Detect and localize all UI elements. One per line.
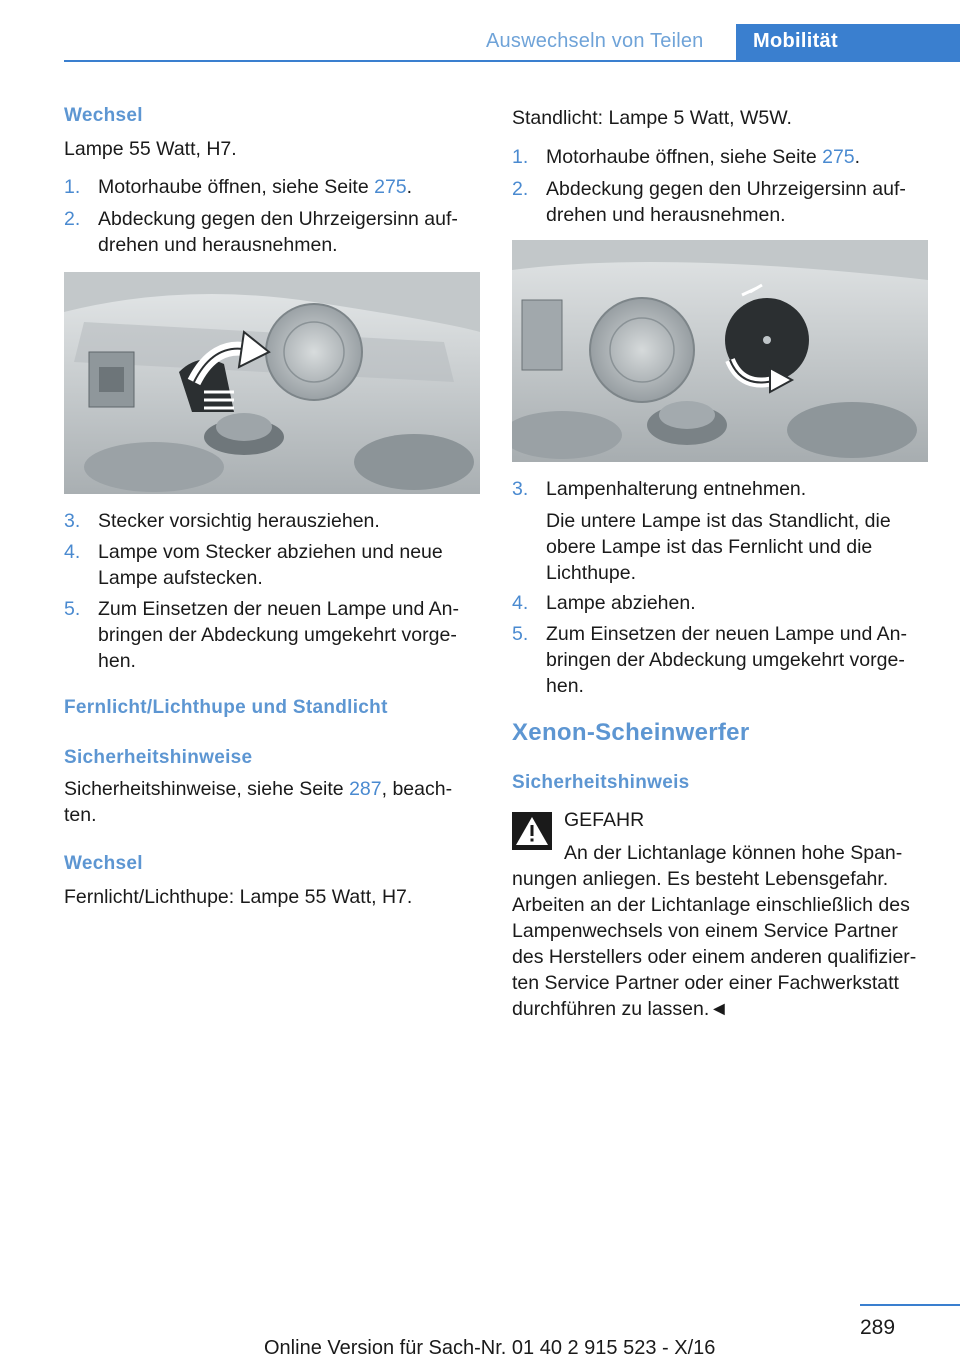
chapter-tab-label: Mobilität <box>753 30 838 52</box>
footer-version-text: Online Version für Sach-Nr. 01 40 2 915 523 - X/16 <box>264 1337 716 1359</box>
list-text: Lampe abziehen. <box>546 592 696 614</box>
list-number: 3. <box>512 478 529 500</box>
warning-title: GEFAHR <box>564 809 645 831</box>
list-text: Lampenhalterung entnehmen. <box>546 478 807 500</box>
list-number: 4. <box>512 592 529 614</box>
warning-line: des Herstellers oder einem anderen qualifizier- <box>512 946 917 968</box>
chapter-tab <box>736 24 960 62</box>
list-text: Zum Einsetzen der neuen Lampe und An- bringen der Abdeckung umgekehrt vorge- hen. <box>546 623 907 697</box>
list-number: 2. <box>512 178 529 200</box>
paragraph-safety-reference: Sicherheitshinweise, siehe Seite 287, beach- ten. <box>64 778 453 826</box>
list-number: 1. <box>512 146 529 168</box>
heading-sicherheitshinweis: Sicherheitshinweis <box>512 772 690 793</box>
list-number: 5. <box>512 623 529 645</box>
warning-line: Arbeiten an der Lichtanlage einschließlich des <box>512 894 910 916</box>
footer-rule <box>860 1304 960 1306</box>
warning-line: durchführen zu lassen.◄ <box>512 998 729 1020</box>
list-subtext: Die untere Lampe ist das Standlicht, die obere Lampe ist das Fernlicht und die Lichthupe. <box>546 510 891 584</box>
page-link[interactable]: 287 <box>349 778 382 800</box>
list-text: Abdeckung gegen den Uhrzeigersinn auf- drehen und herausnehmen. <box>98 208 458 256</box>
list-number: 5. <box>64 598 81 620</box>
headlight-photo-low-beam <box>64 272 480 494</box>
headlight-photo-parking-light <box>512 240 928 462</box>
heading-wechsel-2: Wechsel <box>64 853 143 874</box>
list-text: Stecker vorsichtig herausziehen. <box>98 510 380 532</box>
page-link[interactable]: 275 <box>374 176 407 198</box>
warning-line: Lampenwechsels von einem Service Partner <box>512 920 898 942</box>
page-link[interactable]: 275 <box>822 146 855 168</box>
list-text: Motorhaube öffnen, siehe Seite 275. <box>546 146 861 168</box>
heading-xenon-scheinwerfer: Xenon-Scheinwerfer <box>512 719 750 746</box>
heading-fernlicht-standlicht: Fernlicht/Lichthupe und Standlicht <box>64 697 388 718</box>
page-number: 289 <box>860 1316 896 1339</box>
heading-wechsel: Wechsel <box>64 105 143 126</box>
warning-line: nungen anliegen. Es besteht Lebensgefahr. <box>512 868 889 890</box>
paragraph-standlicht-lamp: Standlicht: Lampe 5 Watt, W5W. <box>512 107 792 129</box>
warning-line: ten Service Partner oder einer Fachwerkstatt <box>512 972 899 994</box>
heading-sicherheitshinweise: Sicherheitshinweise <box>64 747 253 768</box>
list-number: 2. <box>64 208 81 230</box>
list-number: 3. <box>64 510 81 532</box>
list-text: Motorhaube öffnen, siehe Seite 275. <box>98 176 413 198</box>
list-text: Zum Einsetzen der neuen Lampe und An- bringen der Abdeckung umgekehrt vorge- hen. <box>98 598 459 672</box>
header-rule <box>64 60 960 62</box>
paragraph-fernlicht-lamp: Fernlicht/Lichthupe: Lampe 55 Watt, H7. <box>64 886 413 908</box>
running-header-section: Auswechseln von Teilen <box>486 30 704 52</box>
list-number: 4. <box>64 541 81 563</box>
list-number: 1. <box>64 176 81 198</box>
warning-triangle-icon <box>512 812 552 850</box>
warning-line: An der Lichtanlage können hohe Span- <box>564 842 903 864</box>
list-text: Lampe vom Stecker abziehen und neue Lampe aufstecken. <box>98 541 443 589</box>
paragraph-lampe-h7: Lampe 55 Watt, H7. <box>64 138 237 160</box>
list-text: Abdeckung gegen den Uhrzeigersinn auf- drehen und herausnehmen. <box>546 178 906 226</box>
